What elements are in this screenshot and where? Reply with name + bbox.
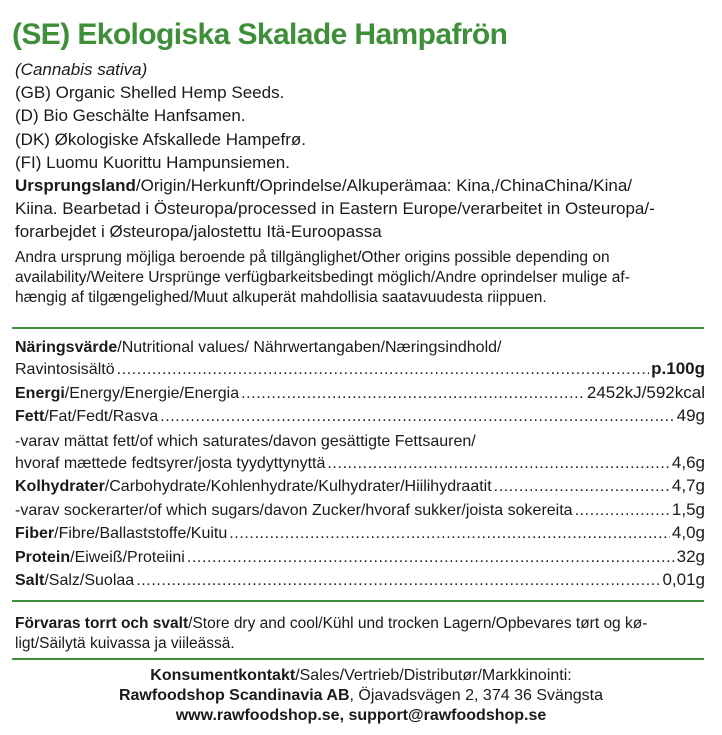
- fiber-rest: /Fibre/Ballaststoffe/Kuitu: [54, 525, 228, 543]
- contact-web: www.rawfoodshop.se, support@rawfoodshop.se: [175, 707, 547, 724]
- leader-dots: [229, 525, 670, 543]
- protein-value: 32g: [676, 546, 705, 566]
- fiber-label: [15, 525, 227, 543]
- table-row-salt: [15, 570, 705, 593]
- energy-value: 2452kJ/592kcal: [586, 382, 705, 402]
- table-row-fat: [15, 406, 705, 429]
- table-row: [15, 359, 705, 382]
- nutrition-table: [15, 336, 705, 593]
- note-line-1: Andra ursprung möjliga beroende på tillgänglighet/Other origins possible depending on: [15, 249, 610, 266]
- divider: [12, 658, 704, 660]
- fiber-bold: Fiber: [15, 525, 55, 543]
- divider: [12, 327, 704, 329]
- protein-label: [15, 549, 185, 567]
- leader-dots: [117, 361, 650, 379]
- sugars-label: -varav sockerarter/of which sugars/davon Zucker/hvoraf sukker/joista sokereita: [15, 501, 573, 519]
- protein-rest: /Eiweiß/Proteiini: [70, 548, 185, 566]
- leader-dots: [575, 502, 670, 520]
- origin-text-1: /Origin/Herkunft/Oprindelse/Alkuperämaa: Kina,/ChinaChina/Kina/: [135, 176, 632, 196]
- leader-dots: [241, 385, 585, 403]
- saturates-line-2: hvoraf mættede fedtsyrer/josta tyydyttynyttä: [15, 454, 326, 472]
- salt-value: 0,01g: [662, 569, 705, 589]
- salt-bold: Salt: [15, 571, 45, 589]
- table-row-carbs: [15, 476, 705, 499]
- origin-line-2: Kiina. Bearbetad i Östeuropa/processed in Eastern Europe/verarbeitet in Osteuropa/-: [15, 199, 655, 219]
- note-line-2: availability/Weitere Ursprünge verfügbarkeitsbedingt möglich/Andre oprindelser mulige af-: [15, 268, 630, 286]
- origin-line-1: [15, 174, 705, 197]
- nutrition-header: [15, 336, 705, 359]
- sugars-value: 1,5g: [671, 499, 705, 519]
- leader-dots: [327, 455, 670, 473]
- contact-line-2: [0, 686, 722, 706]
- nutrition-header-rest: /Nutritional values/ Nährwertangaben/Næringsindhold/: [117, 339, 502, 356]
- storage-line-2: ligt/Säilytä kuivassa ja viileässä.: [15, 635, 235, 652]
- divider: [12, 600, 704, 602]
- name-de: (D) Bio Geschälte Hanfsamen.: [15, 106, 246, 126]
- salt-rest: /Salz/Suolaa: [44, 571, 135, 589]
- carbs-value: 4,7g: [671, 476, 705, 496]
- carbs-rest: /Carbohydrate/Kohlenhydrate/Kulhydrater/Hiilihydraatit: [104, 478, 492, 496]
- salt-label: [15, 572, 134, 590]
- leader-dots: [160, 408, 674, 426]
- protein-bold: Protein: [15, 548, 71, 566]
- table-row-saturates: [15, 453, 705, 476]
- product-title: (SE) Ekologiska Skalade Hampafrön: [12, 18, 508, 51]
- saturates-line-1: -varav mättat fett/of which saturates/davon gesättigte Fettsauren/: [15, 432, 476, 450]
- fat-bold: Fett: [15, 408, 45, 426]
- fat-label: [15, 408, 158, 426]
- per-label: Ravintosisältö: [15, 361, 115, 379]
- fat-rest: /Fat/Fedt/Rasva: [44, 408, 159, 426]
- leader-dots: [136, 572, 660, 590]
- storage-text-1: /Store dry and cool/Kühl und trocken Lagern/Opbevares tørt og kø-: [188, 615, 648, 632]
- fat-value: 49g: [676, 406, 705, 426]
- origin-note: [15, 248, 695, 307]
- carbs-bold: Kolhydrater: [15, 478, 105, 496]
- table-row-sugars: [15, 500, 705, 523]
- fiber-value: 4,0g: [671, 523, 705, 543]
- storage-info: [15, 614, 695, 654]
- energy-rest: /Energy/Energie/Energia: [64, 384, 240, 402]
- per-value: p.100g: [651, 359, 705, 379]
- name-fi: (FI) Luomu Kuorittu Hampunsiemen.: [15, 152, 290, 172]
- leader-dots: [187, 549, 675, 567]
- table-row-fiber: [15, 523, 705, 546]
- storage-bold: Förvaras torrt och svalt: [15, 615, 189, 632]
- table-row-energy: [15, 383, 705, 406]
- storage-line-1: [15, 614, 695, 634]
- energy-label: [15, 385, 239, 403]
- leader-dots: [494, 478, 670, 496]
- origin-label: Ursprungsland: [15, 176, 136, 196]
- contact-line-1: [0, 666, 722, 686]
- name-gb: (GB) Organic Shelled Hemp Seeds.: [15, 83, 285, 103]
- company-name: Rawfoodshop Scandinavia AB: [118, 687, 350, 704]
- saturates-value: 4,6g: [671, 452, 705, 472]
- table-row-protein: [15, 547, 705, 570]
- energy-bold: Energi: [15, 384, 65, 402]
- company-address: , Öjavadsvägen 2, 374 36 Svängsta: [349, 687, 604, 704]
- origin-line-3: forarbejdet i Østeuropa/jalostettu Itä-Euroopassa: [15, 222, 382, 242]
- note-line-3: hængig af tilgængelighed/Muut alkuperät mahdollisia saatavuudesta riippuen.: [15, 288, 547, 306]
- product-names: [15, 58, 705, 244]
- carbs-label: [15, 478, 492, 496]
- contact-info: [0, 666, 722, 726]
- nutrition-header-bold: Näringsvärde: [15, 339, 118, 356]
- contact-label-bold: Konsumentkontakt: [150, 667, 296, 684]
- name-dk: (DK) Økologiske Afskallede Hampefrø.: [15, 129, 306, 149]
- contact-label-rest: /Sales/Vertrieb/Distributør/Markkinointi:: [295, 667, 572, 684]
- latin-name: (Cannabis sativa): [15, 60, 148, 79]
